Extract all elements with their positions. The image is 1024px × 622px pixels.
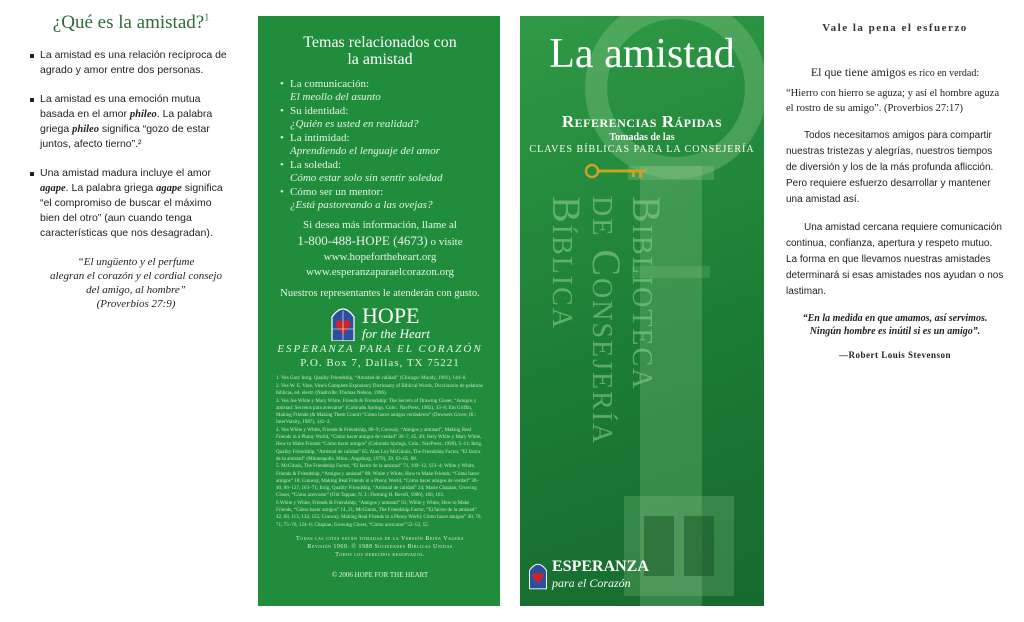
quote-author: —Robert Louis Stevenson	[838, 350, 951, 360]
panel-vale-la-pena	[780, 0, 1012, 622]
stevenson-quote: “En la medida en que amamos, así servimos. Ningún hombre es inútil si es un amigo”.	[802, 313, 988, 337]
cover-title: La amistad	[549, 31, 735, 77]
esperanza-logo: ESPERANZA para el Corazón	[528, 558, 649, 591]
panel-temas-relacionados	[258, 16, 500, 606]
bullet-2: La amistad es una emoción mutua basada en el amor phileo. La palabra griega phileo significa “gozo de estar juntos, afecto tierno”.²	[30, 92, 232, 152]
bullet-1: La amistad es una relación recíproca de agrado y amor entre dos personas.	[30, 48, 232, 78]
copyright: © 2006 HOPE FOR THE HEART	[331, 570, 429, 579]
heart-window-icon	[330, 305, 356, 341]
cover-panel	[520, 16, 764, 606]
footnote: 3. Vea Joe White y Mary White, Friends & Friendship: The Secrets of Drawing Closer, “Amigos y amistad: Secretos para acercarse” (Colorado Springs, Colo.: NavPress, 1982), 33–8; Em Griffin, Making Friends (& Making Them Count) “Cómo hacer amigos verdaderos” (Downers Grove, Ill.: InterVarsity, 1987), 141–2.	[276, 397, 477, 426]
topic-item: • La intimidad: Aprendiendo el lenguaje del amor	[290, 132, 484, 158]
website-link-2[interactable]: www.esperanzaparaelcorazon.org	[305, 266, 455, 278]
vertical-title-2: de Consejería	[584, 196, 629, 446]
cover-subtitle: Referencias Rápidas	[561, 112, 723, 131]
esperanza-tagline: ESPERANZA PARA EL CORAZÓN	[277, 343, 483, 355]
topic-item: • Cómo ser un mentor: ¿Está pastoreando a las ovejas?	[290, 186, 484, 212]
vertical-title-3: Bíblica	[544, 196, 589, 331]
scripture-copyright: Todas las citas están tomadas de la Versión Reina Valera Revisión 1960. © 1988 Sociedades Bíblicas Unidas Todos los derechos reservados.	[296, 535, 464, 558]
footnote: 5. McGinnis, The Friendship Factor, “El factor de la amistad” 71, 109–12, 123–4; White y White, Friends & Friendship, “Amigos y amistad” 88; White y White, How to Make Friends, “Cómo hacer amigos” 18; Conway, Making Real Friends in a Phony World, “Cómo hacer amigos de verdad” 39–40, 88–127, 163–71; Inrig, Quality Friendship, “Amistad de calidad” 24; Marie Chapian, Growing Closer, “Cómo acercarse” (Old Tappan, N. J.: Fleming H. Revell, 1986), 160, 163.	[276, 463, 480, 499]
po-box: P.O. Box 7, Dallas, TX 75221	[300, 357, 460, 369]
footnote: 2. Vea W. E. Vine, Vine's Complete Expository Dictionary of Biblical Words, Diccionario de palabras bíblicas, ed. electr. (Nashville: Thomas Nelson, 1996).	[276, 382, 483, 396]
topic-item: • La soledad: Cómo estar solo sin sentir soledad	[290, 159, 484, 185]
lead-verse: “Hierro con hierro se aguza; y así el hombre aguza el rostro de su amigo”. (Proverbios 27:17)	[786, 88, 1000, 114]
panel-title: ¿Qué es la amistad?$^1$	[52, 12, 210, 33]
hope-logo: HOPE for the Heart	[276, 305, 484, 341]
topic-item: • La comunicación: El meollo del asunto	[290, 78, 484, 104]
topics-heading: Temas relacionados con la amistad	[303, 34, 457, 68]
footnote: 1. Vea Gary Inrig, Quality Friendship, “Amistad de calidad” (Chicago: Moody, 1981), 144–8.	[276, 375, 467, 381]
phone-number: 1-800-488-HOPE (4673)	[297, 233, 428, 248]
cover-tomadas: Tomadas de las	[609, 132, 675, 143]
contact-info: Si desea más información, llame al 1-800-488-HOPE (4673) o visite www.hopefortheheart.org www.esperanzaparaelcorazon.org	[276, 218, 484, 280]
footnote: 4. Vea White y White, Friends & Friendship, 88–9; Conway, “Amigos y amistad”, Making Real Friends in a Phony World, “Cómo hacer amigos de verdad” 36–7, 45, 49; Jerry White y Mary White, How to Make Friends “Cómo hacer amigos” (Colorado Springs, Colo.: NavPress, 1990), 5–11; Inrig, Quality Friendship, “Amistad de calidad” 65; Alan Loy McGinnis, The Friendship Factor, “El factor de la amistad” (Minneapolis, Minn.: Augsburg, 1979), 29, 63–65, 68.	[276, 426, 483, 462]
website-link-1[interactable]: www.hopefortheheart.org	[323, 251, 437, 263]
cover-claves: CLAVES BÍBLICAS PARA LA CONSEJERÍA	[529, 144, 755, 155]
panel-heading: Vale la pena el esfuerzo	[822, 22, 968, 34]
footnote: 6.White y White, Friends & Friendship, “Amigos y amistad” 61; White y White, How to Make Friends, “Cómo hacer amigos” 14, 21; McGinnis, The Friendship Factor, “El factor de la amistad” 42, 68, 113, 134, 155; Conway, Making Real Friends in a Phony World, Cómo hacer amigos” 40, 70, 71, 75–76, 124–6; Chapian, Growing Closer, “Cómo acercarse” 52–53, 55.	[276, 499, 482, 528]
representatives-note: Nuestros representantes le atenderán con gusto.	[280, 288, 480, 299]
heart-window-icon	[528, 559, 548, 591]
panel-que-es-la-amistad	[0, 0, 250, 622]
footnotes	[276, 375, 484, 529]
paragraph-1: Todos necesitamos amigos para compartir nuestras tristezas y alegrías, nuestros tiempos de diversión y los de la más profunda aflicción. Pero requiere esfuerzo desarrollar y mantener una amistad así.	[786, 130, 994, 205]
bullet-3: Una amistad madura incluye el amor agape. La palabra griega agape significa “el compromiso de buscar el máximo bien del otro” (aun cuando tenga características que nos desagradan).	[30, 166, 232, 241]
topics-list	[276, 78, 484, 212]
proverbs-quote: “El ungüento y el perfume alegran el corazón y el cordial consejo del amigo, al hombre” (Proverbios 27:9)	[50, 256, 222, 310]
paragraph-2: Una amistad cercana requiere comunicación continua, confianza, apertura y respeto mutuo. La forma en que llevamos nuestras amistades determinará si esas amistades nos ayudan o nos lastiman.	[786, 222, 1004, 297]
lead-quote: El que tiene amigos es rico en verdad:	[810, 65, 980, 79]
topic-item: • Su identidad: ¿Quién es usted en realidad?	[290, 105, 484, 131]
vertical-title-1: Biblioteca	[624, 196, 669, 391]
